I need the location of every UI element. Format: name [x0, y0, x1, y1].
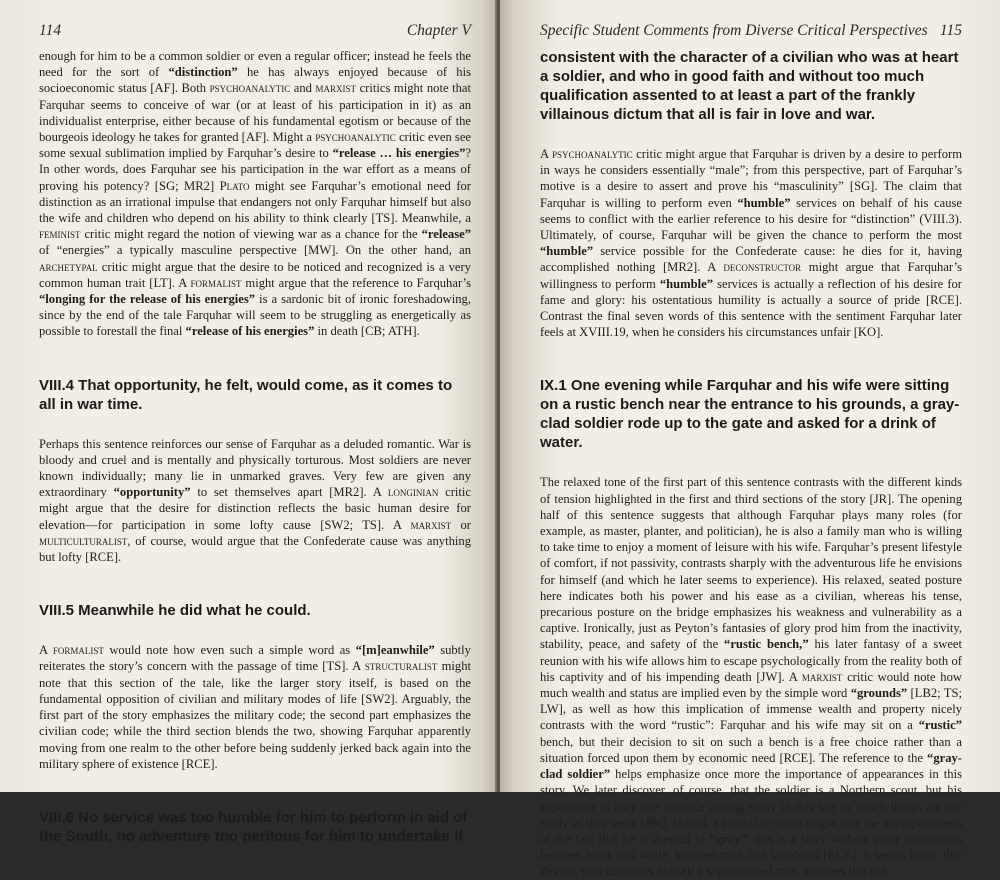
right-paragraph-2: The relaxed tone of the first part of this sentence contrasts with the different kinds of tension highlighted in the first and third sections of the story [JR]. The opening half of this sentence suggests that although Farquhar plays many roles (for example, as master, planter, and politician), he is also a family man who is willing to take time to enjoy a moment of leisure with his wife. Farquhar’s present lifestyle of comfort, if not passivity, contrasts sharply with the adventurous life he envisions for himself (and which he later seems to experience). His relaxed, seated posture here indicates both his power and his ease as a civilian, whereas his tense, precarious posture on the bridge emphasizes his weakness and vulnerability as a captive. Ironically, just as Peyton’s fantasies of glory prod him from the inactivity, stability, peace, and safety of the “rustic bench,” his later fantasy of a sweet reunion with his wife allows him to escape psychologically from the reality both of his captivity and of his impending death [JW]. A marxist critic would note how much wealth and status are implied even by the simple word “grounds” [LB2; TS; LW], as well as how this implication of immense wealth and property nicely contrasts with the word “rustic”: Farquhar and his wife may sit on a “rustic” bench, but their decision to sit on such a bench is a free choice rather than a situation forced upon them by economic need [RCE]. The reference to the “gray-clad soldier” helps emphasize once more the importance of appearances in this story. We later discover, of course, that the soldier is a Northern scout, but his appearance is only one instance among many in this tale in which things are not really as they seem [JW]. Indeed, a formalist critic might note the appropriateness of the fact that he is dressed in “gray”: this is a story without clear distinctions between black and white, between truth and falsehood [RCE]. It seems ironic that Peyton, who considers himself a sophisticated man, assumes that the	[540, 475, 963, 879]
right-running-title: Specific Student Comments from Diverse Critical Perspectives	[540, 22, 928, 39]
heading-viii-6: VIII.6 No service was too humble for him to perform in aid of the South, no adventure too perilous for him to undertake if	[39, 808, 468, 845]
right-paragraph-1: A psychoanalytic critic might argue that Farquhar is driven by a desire to perform in ways he considers essentially “male”; from this perspective, part of Farquhar’s motive is a desire to assert and prove his “masculinity” [SG]. The claim that Farquhar is willing to perform even “humble” services on behalf of his cause seems to conflict with the earlier reference to his desire for “distinction” (VIII.3). Ultimately, of course, Farquhar will be given the chance to perform the most “humble” service possible for the Confederate cause: he dies for it, having accomplished nothing [MR2]. A deconstructor might argue that Farquhar’s willingness to perform “humble” services is actually a reflection of his desire for fame and glory: his ostentatious humility is actually a source of pride [RCE]. Contrast the final seven words of this sentence with the sentiment Farquhar later feels at XVIII.19, when he considers his circumstances unfair [KO].	[540, 147, 962, 340]
right-running-head	[540, 22, 962, 40]
right-page	[500, 0, 1000, 879]
heading-viii-5: VIII.5 Meanwhile he did what he could.	[39, 602, 311, 620]
heading-viii-6-continued: consistent with the character of a civilian who was at heart a soldier, and who in good faith and without too much qualification assented to at least a part of the frankly villainous dictum that all is fair in love and war.	[540, 49, 959, 123]
heading-viii-4: VIII.4 That opportunity, he felt, would come, as it comes to all in war time.	[39, 376, 453, 413]
right-page-number: 115	[939, 22, 962, 39]
left-paragraph-3: A formalist would note how even such a simple word as “[m]eanwhile” subtly reiterates the story’s concern with the passage of time [TS]. A structuralist might note that this section of the tale, like the larger story itself, is based on the fundamental opposition of civilian and military modes of life [SW2]. Arguably, the first part of the story emphasizes the military code; the second part emphasizes the civilian code; while the third section blends the two, showing Farquhar apparently moving from one realm to the other before being suddenly jerked back again into the military sphere of existence [RCE].	[39, 643, 471, 771]
left-page	[0, 0, 497, 845]
left-running-head	[39, 22, 471, 40]
left-paragraph-1: enough for him to be a common soldier or even a regular officer; instead he feels the need for the sort of “distinction” he has always enjoyed because of his socioeconomic status [AF]. Both psychoanalytic and marxist critics might note that Farquhar seems to conceive of war (or at least of his participation in it) as an individualist enterprise, either because of his fundamental egotism or because of the bourgeois ideology he takes for granted [AF]. Might a psychoanalytic critic even see some sexual sublimation implied by Farquhar’s desire to “release … his energies”? In other words, does Farquhar see his participation in the war effort as a means of proving his potency? [SG; MR2] Plato might see Farquhar’s emotional need for distinction as an irrational impulse that endangers not only Farquhar himself but also the wife and children who depend on his ability to think clearly [TS]. Meanwhile, a feminist critic might regard the notion of viewing war as a chance for the “release” of “energies” a typically masculine perspective [MW]. On the other hand, an archetypal critic might argue that the desire to be noticed and recognized is a very common human trait [LT]. A formalist might argue that the reference to Farquhar’s “longing for the release of his energies” is a sardonic bit of ironic foreshadowing, since by the end of the tale Farquhar will seem to be struggling as energetically as possible to forestall the final “release of his energies” in death [CB; ATH].	[39, 49, 472, 339]
left-paragraph-2: Perhaps this sentence reinforces our sense of Farquhar as a deluded romantic. War is bloody and cruel and is mentally and physically torturous. Most soldiers are never known individually; many lie in unmarked graves. Very few are given any extraordinary “opportunity” to set themselves apart [MR2]. A longinian critic might argue that the desire for distinction reflects the basic human desire for elevation—for participation in some lofty cause [SW2; TS]. A marxist or multiculturalist, of course, would argue that the Confederate cause was anything but lofty [RCE].	[39, 436, 472, 565]
heading-ix-1: IX.1 One evening while Farquhar and his wife were sitting on a rustic bench near the entrance to his grounds, a gray-clad soldier rode up to the gate and asked for a drink of water.	[540, 377, 960, 452]
left-page-number: 114	[39, 22, 62, 39]
left-running-title: Chapter V	[406, 22, 471, 39]
